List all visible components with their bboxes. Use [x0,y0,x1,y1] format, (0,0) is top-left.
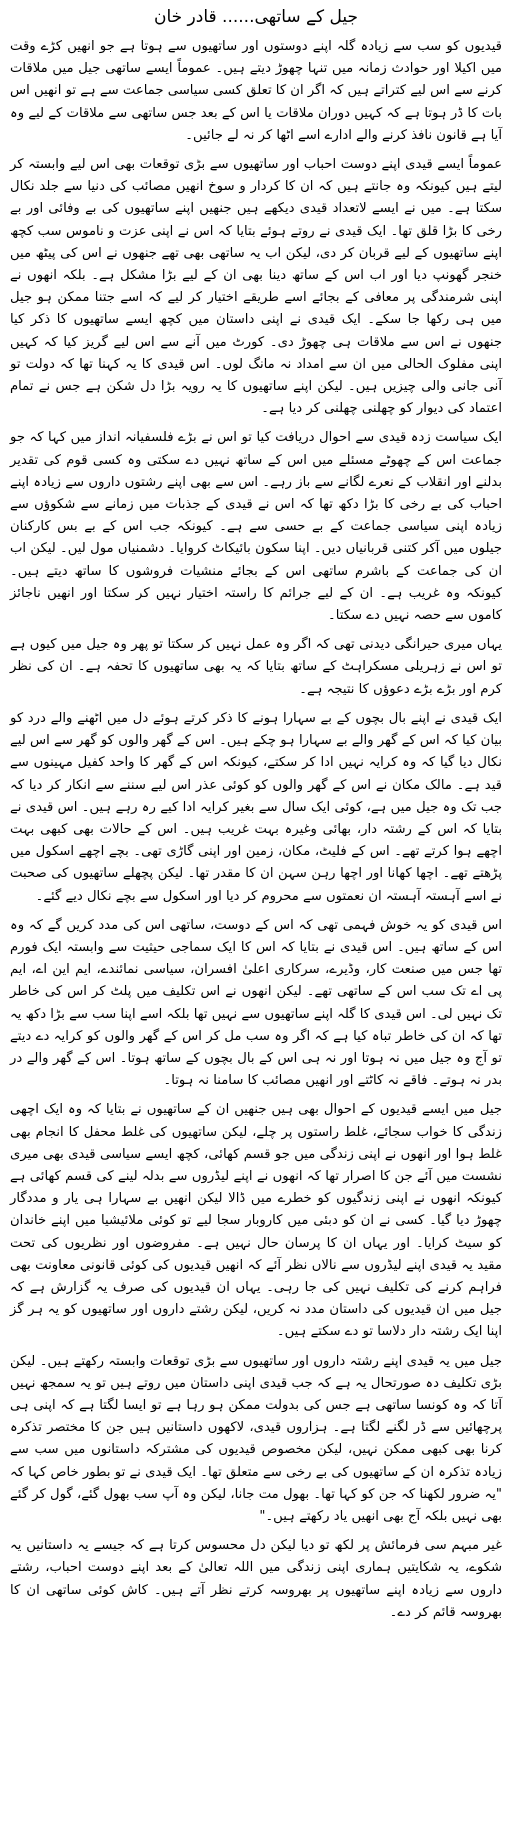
paragraph: عموماً ایسے قیدی اپنے دوست احباب اور ساتھیوں سے بڑی توقعات بھی اس لیے وابستہ کر لیتے ہیں کیونکہ وہ جانتے ہیں کہ ان کا کردار و سوخ انھیں مصائب کی دنیا سے جلد نکال سکتا ہے۔ میں نے ایسے لاتعداد قیدی دیکھے ہیں جنھیں اپنے ساتھیوں کی بے وفائی اور بے رخی کا بڑا قلق تھا۔ ایک قیدی نے روتے ہوئے بتایا کہ اس نے اپنی عزت و ناموس سب کچھ اپنے ساتھیوں کے لیے قربان کر دی، لیکن اب یہ ساتھی بھی تھے جنھوں نے اس کی پیٹھ میں خنجر گھونپ دیا اور اب اس کے ساتھ دینا بھی ان کے لیے بڑا مشکل ہے۔ بلکہ انھوں نے اپنی شرمندگی پر معافی کے بجائے اسے طریقے اختیار کر لیے کہ اسے جتنا ممکن ہو جیل میں ہی رکھا جا سکے۔ ایک قیدی نے اپنی داستان میں کچھ ایسے ساتھیوں کا ذکر کیا جنھوں نے اس سے ملاقات ہی چھوڑ دی۔ کورٹ میں آنے سے اس لیے گریز کیا کہ کہیں اپنی مفلوک الحالی میں ان سے امداد نہ مانگ لوں۔ اس قیدی کا یہ کہنا تھا کہ دولت تو آنی جانی والی چیزیں ہیں۔ لیکن اپنے ساتھیوں کا یہ رویہ بڑا دل شکن ہے جس نے تمام اعتماد کی دیوار کو چھلنی چھلنی کر دیا ہے۔ [10,157,502,417]
paragraph: ایک سیاست زدہ قیدی سے احوال دریافت کیا تو اس نے بڑے فلسفیانہ انداز میں کہا کہ جو جماعت اس کے چھوٹے مسئلے میں اس کے ساتھ نہیں دے سکتی وہ کسی قوم کی تقدیر بدلنے اور انقلاب کے نعرے لگانے سے باز رہے۔ اس سے بھی اپنے رشتوں داروں سے زیادہ اپنے احباب کی بے رخی کا بڑا دکھ تھا کہ اس نے قیدی کے جذبات میں زمانے سے شکوؤں سے زیادہ اپنی سیاسی جماعت کے بے حسی سے ہے۔ کیونکہ جب اس کے بے بس کارکنان جیلوں میں آکر کتنی قربانیاں دیں۔ اپنا سکون بائیکاٹ کروایا۔ دشمنیاں مول لیں۔ لیکن اب ان کی جماعت کے باشرم ساتھی اس کے بجائے منشیات فروشوں کا ساتھ دیتے ہیں۔ کیونکہ وہ غریب ہے۔ ان کے لیے جرائم کا راستہ اختیار نہیں کر سکتا اور انھیں ناجائز کاموں سے حصہ نہیں دے سکتا۔ [10,430,502,624]
paragraph: غیر مبہم سی فرمائش پر لکھ تو دیا لیکن دل محسوس کرتا ہے کہ جیسے یہ داستانیں یہ شکوے، یہ شکایتیں ہماری اپنی زندگی میں اللہ تعالیٰ کے بعد اپنے دوست احباب، رشتے داروں سے زیادہ اپنے ساتھیوں پر بھروسہ کرتے نظر آتے ہیں۔ کاش کوئی ساتھی ان کا بھروسہ قائم کر دے۔ [10,1538,502,1620]
paragraph: جیل میں ایسے قیدیوں کے احوال بھی ہیں جنھیں ان کے ساتھیوں نے بتایا کہ وہ ایک اچھی زندگی کا خواب سجائے، غلط راستوں پر چلے، لیکن ساتھیوں کی غلط محفل کا انجام بھی غلط ہوا اور انھوں نے اپنی زندگی میں جو قسم کھائی، کچھ ایسے سیاسی قیدی بھی میری نشست میں آئے جن کا اصرار تھا کہ انھوں نے اپنے لیڈروں سے بدلہ لینے کی قسم کھائی ہے کیونکہ انھوں نے اپنی زندگیوں کو خطرے میں ڈالا لیکن انھیں بے سہارا ہی یار و مددگار چھوڑ دیا گیا۔ کسی نے ان کو دبئی میں کاروبار سجا لیے تو کوئی ملائیشیا میں اپنے خاندان کو سیٹ کرایا۔ اور یہاں ان کا پرسان حال نہیں ہے۔ مفروضوں اور نظریوں کی تحت مقید یہ قیدی اپنے لیڈروں سے نالاں نظر آئے کہ انھیں قیدیوں کی کوئی قانونی معاونت بھی فراہم کرنے کی تکلیف نہیں کی جا رہی۔ یہاں ان قیدیوں کی صرف یہ گزارش ہے کہ جیل میں ان قیدیوں کی داستان مدد نہ کریں، لیکن رشتے داروں اور ساتھیوں کو یہ ہر گز اپنا ایک رشتہ دار دلاسا تو دے سکتے ہیں۔ [10,1102,502,1340]
paragraph: اس قیدی کو یہ خوش فہمی تھی کہ اس کے دوست، ساتھی اس کی مدد کریں گے کہ وہ اس کے ساتھ ہیں۔ اس قیدی نے بتایا کہ اس کا ایک سماجی حیثیت سے وابستہ ایک فورم تھا جس میں صنعت کار، وڈیرے، سرکاری اعلیٰ افسران، سیاسی نمائندے، ایم این اے، ایم پی اے تک سب اس کے ساتھی تھے۔ لیکن انھوں نے اس تکلیف میں پلٹ کر اس کی خاطر تک نہیں لی۔ اس قیدی کا گلہ اپنے ساتھیوں سے نہیں تھا بلکہ اسے اپنا سب سے بڑا دکھ یہ تھا کہ ان کی خاطر تباہ کیا ہے کہ اگر وہ سب مل کر اس کے گھر والوں کو کرایہ دے دیتے تو آج وہ جیل میں نہ ہوتا اور نہ ہی اس کے بال بچوں کے ساتھ ہوتا۔ اس کے گھر والے در بدر نہ ہوتے۔ فاقے نہ کاٹتے اور انھیں مصائب کا سامنا نہ ہوتا۔ [10,917,502,1089]
column-title: جیل کے ساتھی...... قادر خان [153,7,359,27]
paragraph: یہاں میری حیرانگی دیدنی تھی کہ اگر وہ عمل نہیں کر سکتا تو پھر وہ جیل میں کیوں ہے تو اس نے زہریلی مسکراہٹ کے ساتھ بتایا کہ یہ بھی ساتھیوں کا تحفہ ہے۔ ان کی نظر کرم اور بڑے بڑے دعوؤں کا نتیجہ ہے۔ [10,637,502,697]
paragraph: جیل میں یہ قیدی اپنے رشتہ داروں اور ساتھیوں سے بڑی توقعات وابستہ رکھتے ہیں۔ لیکن بڑی تکلیف دہ صورتحال یہ ہے کہ جب قیدی اپنی داستان میں روتے ہیں تو یہ سمجھ نہیں آتا کہ وہ کونسا ساتھی ہے جس کی بدولت ممکن ہو رہا ہے تو ایسا لگتا ہے کہ اپنی ہی پرچھائیں سے ڈر لگنے لگتا ہے۔ ہزاروں قیدی، لاکھوں داستانیں ہیں جن کا مختصر تذکرہ کرنا بھی کبھی ممکن نہیں، لیکن مخصوص قیدیوں کی مشترکہ داستانوں میں سب سے زیادہ تذکرہ ان کے ساتھیوں کی بے رخی سے متعلق تھا۔ ایک قیدی نے تو بطور خاص کہا کہ "یہ ضرور لکھنا کہ جن کو کہا تھا۔ بھول مت جانا، لیکن وہ آپ سب بھول گئے، گول کر گئے بھی نہیں بلکہ آج بھی انھیں یاد رکھتے ہیں۔" [10,1353,502,1524]
paragraph: قیدیوں کو سب سے زیادہ گلہ اپنے دوستوں اور ساتھیوں سے ہوتا ہے جو انھیں کڑے وقت میں اکیلا اور حوادث زمانہ میں تنہا چھوڑ دیتے ہیں۔ عموماً ایسے ساتھی جیل میں ملاقات کرنے سے اس لیے کتراتے ہیں کہ اگر ان کا تعلق کسی سیاسی جماعت سے ہے تو انھیں اس بات کا ڈر ہوتا ہے کہ کہیں دوران ملاقات یا اس کے بعد جس ساتھی سے ملاقات کے لیے وہ آیا ہے قانون نافذ کرنے والے ادارے اسے اٹھا کر نہ لے جائیں۔ [10,39,502,143]
column-body [10,36,502,1624]
paragraph: ایک قیدی نے اپنے بال بچوں کے بے سہارا ہونے کا ذکر کرتے ہوئے دل میں اٹھنے والے درد کو بیان کیا کہ اس کے گھر والے بے سہارا ہو چکے ہیں۔ اس کے گھر والوں کو گھر سے اس لیے نکال دیا گیا کہ وہ کرایہ نہیں ادا کر سکتے، کیونکہ اس کے گھر کا واحد کفیل مہینوں سے قید ہے۔ مالک مکان نے اس کے گھر والوں کو کوئی عذر اس لیے سننے سے انکار کر دیا کہ جب تک وہ جیل میں ہے، کوئی ایک سال سے بغیر کرایہ ادا کیے رہ رہے ہیں۔ اس قیدی نے بتایا کہ اس کے رشتہ دار، بھائی وغیرہ بہت غریب ہیں۔ اس کے حالات بھی کبھی بہت اچھے ہوا کرتے تھے۔ اس کے فلیٹ، مکان، زمین اور اپنی گاڑی تھی۔ بچے اچھے اسکول میں پڑھتے تھے۔ اچھا کھانا اور اچھا رہن سہن ان کا مقدر تھا۔ لیکن پچھلے ساتھیوں کی صحبت نے اسے آہستہ آہستہ ان نعمتوں سے محروم کر دیا اور اسکول سے بچے نکال دیے گئے۔ [10,710,502,904]
